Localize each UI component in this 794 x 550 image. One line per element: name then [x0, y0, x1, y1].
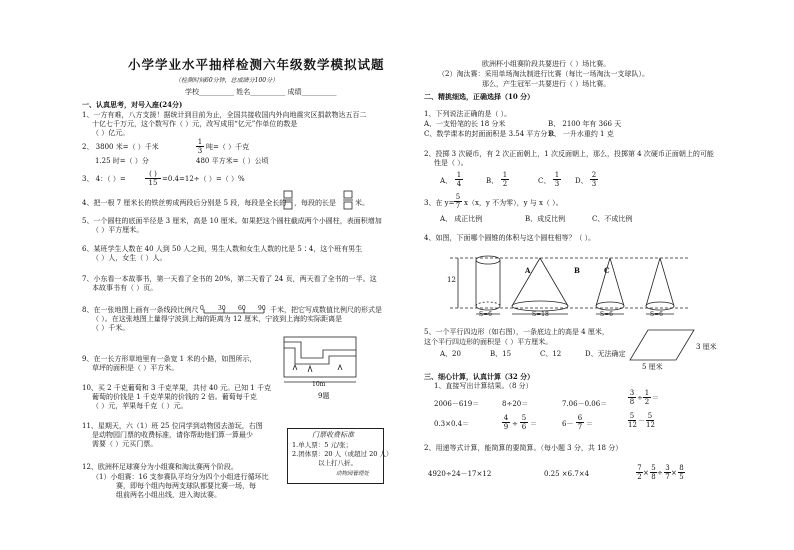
d1-item-8-op: － [638, 417, 645, 425]
c2-option-a: A、 [440, 177, 453, 185]
c5-option-c: C、12 [540, 350, 562, 358]
d1-item-7-int: 6－ [562, 420, 574, 428]
ticket-line2: 2.团体票：20 人（或超过 20 人） [292, 450, 393, 458]
c5-option-d: D、无法确定 [585, 350, 626, 358]
d1-item-6-frac-2: $\frac{5}{6}$ [521, 414, 527, 431]
c3-option-c: C、不成比例 [592, 215, 633, 223]
d2-item-3-frac-3: $\frac{3}{7}$ [665, 464, 670, 481]
student-info-fields: 学校__________ 姓名__________ 成绩__________ [185, 88, 337, 96]
q12-line3: 赛，即每个组内每两支球队都要比赛一场，每 [116, 482, 256, 490]
q7-line1: 7、小东看一本故事书，第一天看了全书的 20%，第二天看了 24 页，两天看了全书的一半。这 [82, 275, 377, 283]
c4-label-c: C [604, 266, 610, 275]
c1-option-a: A、一支铅笔的长 18 分米 [424, 120, 506, 128]
c3-fraction: $\frac{5}{7}$ [455, 193, 461, 210]
q4-part3: 米。 [355, 199, 369, 207]
c4-height-label: 12 [447, 276, 456, 284]
q9-line2: 草坪的面积是（ ）平方米。 [92, 364, 179, 372]
q2-part1: 2、 3800 米=（ ）千米 [82, 143, 159, 151]
page-subtitle: （检测时间60分钟，总成绩分100分） [175, 77, 279, 84]
c5-side-label: 3 厘米 [696, 343, 717, 351]
d1-item-6-eq: ＝ [530, 420, 537, 428]
q2-fraction: $\frac{1}{3}$ [197, 138, 203, 155]
d2-item-3-frac-2: $\frac{5}{8}$ [651, 464, 656, 481]
c2-option-d: D、 [575, 177, 588, 185]
q9-dimension: 10m [312, 381, 326, 388]
ticket-line1: 1.单人票：5 元/张； [292, 441, 353, 449]
q8-scale-0: 0 [200, 305, 204, 312]
q3-fraction: ( ) 15 [145, 170, 161, 187]
c1-option-b: B、 2100 年有 366 天 [548, 120, 622, 128]
ticket-price-board [287, 428, 393, 484]
q8-line3: （ ）千米。 [92, 324, 130, 332]
c5-option-a: A、20 [440, 350, 461, 358]
q5-line1: 5、一个圆柱的底面半径是 3 厘米，高是 10 厘米。如果把这个圆柱截成两个小圆柱，表面积增加 [82, 217, 382, 225]
c5-line1: 5、一个平行四边形（如右图），一条底边上的高是 4 厘米， [424, 328, 609, 336]
c4-stem: 4、如图，下面哪个圆锥的体积与这个圆柱相等？（ ）。 [424, 234, 596, 242]
c2-line2: 性是（ ）。 [434, 159, 468, 167]
q12-line4: 组前两名小组出线，进入淘汰赛。 [116, 491, 221, 499]
q10-line1: 10、买 2 千克葡萄和 3 千克苹果，共付 40 元。已知 1 千克 [82, 384, 271, 392]
d1-instruction: 1、直接写出计算结果。（8 分） [434, 382, 533, 390]
q11-line3: 需要（ ）元买门票。 [92, 440, 158, 448]
c2-fraction-c: $\frac{1}{3}$ [554, 171, 560, 188]
q8-scale-30: 30 [218, 305, 226, 312]
d2-item-2: 0.25 ×6.7×4 [544, 470, 590, 478]
c2-option-b: B、 [486, 177, 499, 185]
q12-line2: （1）小组赛：16 支参赛队平均分为四个小组进行循环比 [92, 473, 269, 481]
page-title: 小学学业水平抽样检测六年级数学模拟试题 [128, 57, 385, 72]
d2-item-3-frac-1: $\frac{7}{2}$ [637, 464, 642, 481]
c2-option-c: C、 [538, 177, 551, 185]
r-q12-cont1: 欧洲杯小组赛阶段共要进行（ ）场比赛。 [482, 60, 611, 68]
c5-option-b: B、15 [490, 350, 512, 358]
q4-blank-fraction-1 [283, 190, 293, 210]
q8-scale-60: 60 [238, 305, 246, 312]
q6-line2: （ ）人，女生（ ）人。 [92, 254, 167, 262]
q7-line2: 本故事书有（ ）页。 [92, 284, 158, 292]
c3-stem-1: 3、在 y= [424, 199, 455, 207]
q6-line1: 6、某班学生人数在 40 人到 50 人之间，男生人数和女生人数的比是 5∶4，这个班有男生 [82, 245, 363, 253]
q1-line1: 1、一方有难，八方支援！据统计到目前为止，全国共接收国内外向地震灾区捐款物达五百二 [82, 111, 367, 119]
section-2-heading: 二、精挑细选，正确选择（10 分） [424, 92, 535, 101]
q3-part1: 3、 4：（ ）= [82, 175, 126, 183]
c5-base-label: 5 厘米 [642, 363, 663, 371]
c5-parallelogram-figure [630, 328, 700, 364]
q8-scale-90: 90 [258, 305, 266, 312]
q8-line1b: 千米，把它写成数值比例尺的形式是 [270, 306, 382, 314]
c2-line1: 2、投掷 3 次硬币，有 2 次正面朝上，1 次反面朝上，那么，投掷第 4 次硬币正面朝上的可能 [424, 150, 714, 158]
d2-item-3-frac-4: $\frac{8}{5}$ [679, 464, 684, 481]
section-3-heading: 三、细心计算，认真计算（32 分） [424, 372, 535, 381]
q2-part4: 480 平方米=（ ）公顷 [196, 157, 269, 165]
d1-item-4-frac-1: $\frac{3}{8}$ [629, 389, 635, 406]
d1-item-2: 8÷20＝ [502, 400, 529, 408]
ticket-title: 门票收费标准 [312, 431, 354, 439]
d1-item-4-op: ÷ [637, 394, 643, 402]
d1-item-1: 2006－619＝ [434, 400, 480, 408]
q9-line1: 9、在一长方形草地里有一条宽 1 米的小路，如图所示， [82, 355, 257, 363]
d2-item-3-op3: × [671, 469, 677, 477]
d1-item-8-frac-2: $\frac{5}{12}$ [646, 412, 655, 429]
d1-item-7-frac: $\frac{6}{7}$ [577, 414, 583, 431]
r-q12-cont3: 那么，产生冠军一共要进行（ ）场比赛。 [482, 80, 611, 88]
c1-stem: 1、下列说法正确的是（ ）。 [424, 110, 512, 118]
q4-blank-fraction-2 [343, 190, 353, 210]
c3-option-a: A、 成正比例 [440, 215, 483, 223]
d2-instruction: 2、用递等式计算，能简算的要简算。（每小题 3 分，共 18 分） [424, 444, 623, 452]
q10-line3: （ ）元，苹果每千克（ ）元。 [92, 402, 188, 410]
c4-base-b: S=6 [600, 311, 613, 318]
q12-line1: 12、欧洲杯足球赛分为小组赛和淘汰赛两个阶段。 [82, 463, 238, 471]
d2-item-3-op1: × [643, 469, 649, 477]
c2-fraction-a: $\frac{1}{4}$ [456, 171, 462, 188]
section-1-heading: 一、认真思考，对号入座(24分) [82, 100, 183, 109]
q4-part1: 4、把一根 7 厘米长的铁丝剪成两段后分别是 5 段，每段是全长的 [82, 199, 287, 207]
d1-item-5: 0.3×0.4＝ [434, 420, 470, 428]
d1-item-4-eq: ＝ [652, 394, 659, 402]
c2-fraction-d: $\frac{2}{3}$ [591, 171, 597, 188]
d2-item-1: 4920÷24－17×12 [428, 470, 492, 478]
d1-item-7-eq: ＝ [586, 420, 593, 428]
q9-caption: 9题 [318, 392, 330, 400]
c4-label-b: B [574, 266, 580, 275]
c1-option-c: C、数学课本的封面面积是 3.54 平方分米 [424, 130, 555, 138]
d1-item-4-frac-2: $\frac{1}{2}$ [644, 389, 650, 406]
q2-part2: 吨=（ ）千克 [206, 143, 250, 151]
q10-line2: 葡萄的价钱是 1 千克苹果的价钱的 2 倍。葡萄每千克 [92, 393, 257, 401]
c3-option-b: B、成反比例 [525, 215, 566, 223]
c4-base-cylinder: S=6 [479, 311, 492, 318]
q8-line2: （ ）。在这张地图上量得宁波到上海的距离为 12 厘米，宁波到上海的实际距离是 [92, 315, 343, 323]
q4-part2: ，每段的长是 [294, 199, 336, 207]
c4-base-a: S=18 [532, 311, 549, 318]
d2-item-3-op2: ÷ [657, 469, 663, 477]
c1-option-d: D、 一升水重约 1 克 [548, 130, 614, 138]
q2-part3: 1.25 时=（ ）分 [95, 157, 149, 165]
d1-item-8-frac-1: $\frac{5}{12}$ [628, 412, 637, 429]
q3-part2: =0.4=12÷（ ）=（ ）% [162, 175, 245, 183]
q9-lawn-figure [283, 336, 358, 386]
q5-line2: （ ）平方厘米。 [92, 226, 144, 234]
ticket-line3: 以上打八折。 [318, 459, 357, 467]
q11-line2: 是动物园门票的收费标准，请你帮助他们算一算最少 [92, 431, 253, 439]
c4-label-a: A [525, 266, 531, 275]
d1-item-3: 7.06－0.06＝ [562, 400, 608, 408]
d1-item-6-frac-1: $\frac{4}{9}$ [503, 414, 509, 431]
c2-fraction-b: $\frac{1}{2}$ [502, 171, 508, 188]
c5-line2: 这个平行四边形的面积是（ ）平方厘米。 [424, 338, 553, 346]
q1-line2: 十亿七千万元，这个数写作（ ）元，改写成用“亿元”作单位的数是 [92, 120, 298, 128]
q1-line3: （ ）亿元。 [92, 129, 130, 137]
c4-base-c: S=6 [650, 311, 663, 318]
q11-line1: 11、星期天，六（1）班 25 位同学到动物园去游玩，右图 [82, 422, 263, 430]
d1-item-6-op: ÷ [512, 420, 518, 428]
r-q12-cont2: （2）淘汰赛：采用单场淘汰制进行比赛（每比一场淘汰一支球队）。 [438, 70, 649, 78]
q8-line1: 8、在一张地图上画有一条线段比例尺 [82, 306, 199, 314]
ticket-sign: 动物园管理处 [336, 471, 370, 477]
c3-stem-2: x（x，y 不为零），y 与 x（ ）。 [464, 199, 563, 207]
